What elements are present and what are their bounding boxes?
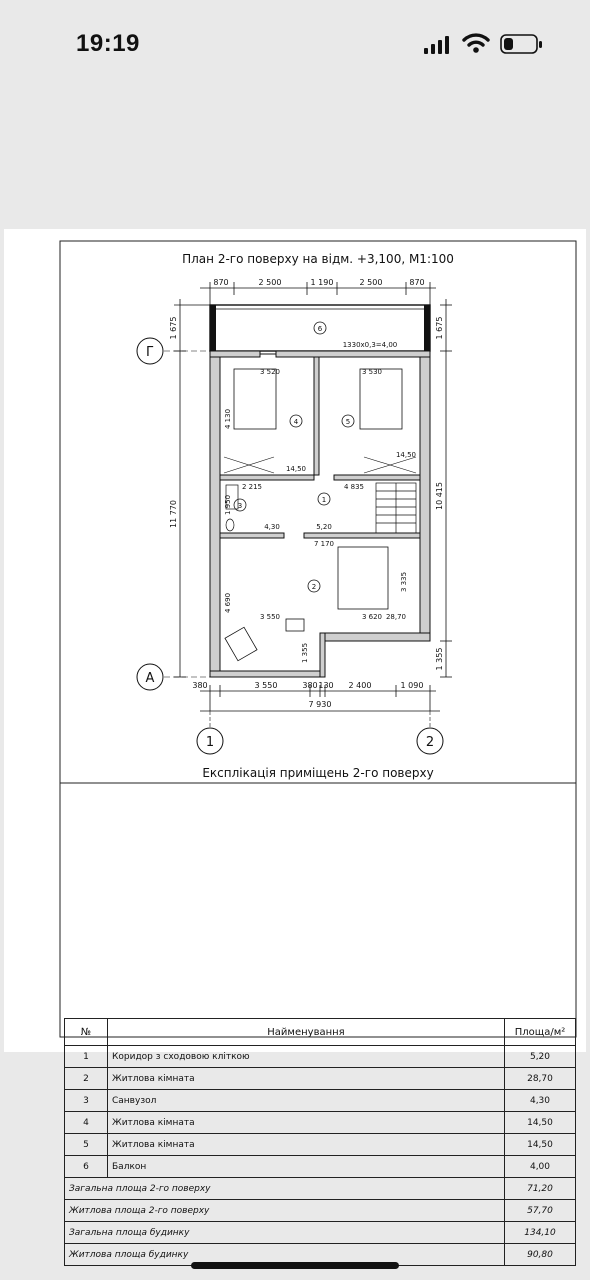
total-label: Житлова площа 2-го поверху [65,1200,505,1222]
total-row [65,1178,576,1200]
total-area: 90,80 [505,1244,576,1266]
top-dim: 2 500 [359,278,383,287]
armchair [225,627,257,661]
inner-dim: 3 530 [361,368,383,376]
table-row [65,1090,576,1112]
axis-label: 1 [205,735,215,750]
inner-dim: 3 550 [259,613,281,621]
svg-text:3: 3 [237,502,243,510]
table-row [65,1112,576,1134]
explication-title: Експлікація приміщень 2-го поверху [202,766,434,780]
bed [234,369,276,429]
right-dim: 1 355 [435,647,444,671]
row-num: 3 [65,1090,108,1112]
bottom-dim: 380 [192,681,208,690]
row-area: 14,50 [505,1112,576,1134]
svg-text:2: 2 [311,583,317,591]
svg-text:5: 5 [345,418,351,426]
header-name: Найменування [108,1019,505,1046]
row-name: Балкон [108,1156,505,1178]
row-num: 6 [65,1156,108,1178]
svg-text:1: 1 [321,496,327,504]
bed [360,369,402,429]
status-time: 19:19 [76,30,140,57]
right-dim: 1 675 [435,316,444,340]
top-dim: 870 [409,278,425,287]
inner-dim: 1 355 [301,642,309,664]
row-name: Житлова кімната [108,1068,505,1090]
bottom-dim: 3 550 [254,681,278,690]
axis-label: 2 [425,735,435,750]
plan-title: План 2-го поверху на відм. +3,100, М1:100 [182,252,454,266]
total-row [65,1200,576,1222]
room-area: 5,20 [316,523,332,531]
rooms-table [64,1018,576,1266]
total-label: Загальна площа 2-го поверху [65,1178,505,1200]
status-bar [0,0,590,90]
left-dim: 1 675 [169,316,178,340]
top-dim: 1 190 [310,278,334,287]
room-area: 4,30 [264,523,280,531]
inner-dim: 2 215 [241,483,263,491]
row-area: 14,50 [505,1134,576,1156]
cellular-signal-icon [424,36,452,54]
bed [338,547,388,609]
table-row [65,1156,576,1178]
inner-dim: 3 620 [361,613,383,621]
right-dim: 10 415 [435,482,444,510]
table-row [65,1046,576,1068]
header-area: Площа/м² [505,1019,576,1046]
floor-plan-drawing [4,229,586,1052]
row-num: 1 [65,1046,108,1068]
row-num: 4 [65,1112,108,1134]
inner-dim: 1 950 [224,494,232,516]
total-row [65,1222,576,1244]
row-area: 4,00 [505,1156,576,1178]
table-row [65,1068,576,1090]
row-name: Коридор з сходовою клiткою [108,1046,505,1068]
axis-label: Г [146,345,154,360]
room-area: 14,50 [285,465,307,473]
inner-dim: 4 130 [224,408,232,430]
svg-text:4: 4 [293,418,299,426]
row-name: Санвузол [108,1090,505,1112]
total-label: Загальна площа будинку [65,1222,505,1244]
svg-text:6: 6 [317,325,323,333]
row-name: Житлова кімната [108,1112,505,1134]
inner-dim: 3 335 [400,571,408,593]
bottom-dim: 380 [302,681,318,690]
total-label: Житлова площа будинку [65,1244,505,1266]
inner-dim: 7 170 [313,540,335,548]
bottom-dim: 2 400 [348,681,372,690]
bottom-dim: 130 [318,681,334,690]
total-area: 57,70 [505,1200,576,1222]
home-indicator[interactable] [191,1262,399,1269]
row-area: 5,20 [505,1046,576,1068]
staircase [376,483,416,533]
inner-dim: 4 835 [343,483,365,491]
table-furniture [286,619,304,631]
balcony-area-label: 1330х0,3=4,00 [342,341,398,349]
wifi-icon [462,32,490,54]
inner-dim: 3 520 [259,368,281,376]
document-sheet [4,229,586,1260]
inner-dim: 4 690 [224,592,232,614]
axis-label: А [145,671,155,686]
overall-width-dim: 7 930 [308,700,332,709]
room-area: 28,70 [385,613,407,621]
row-num: 2 [65,1068,108,1090]
row-name: Житлова кімната [108,1134,505,1156]
row-num: 5 [65,1134,108,1156]
table-header-row [65,1019,576,1046]
total-area: 71,20 [505,1178,576,1200]
row-area: 4,30 [505,1090,576,1112]
top-dim: 870 [213,278,229,287]
toilet [226,519,234,531]
left-dim: 11 770 [169,500,178,528]
table-row [65,1134,576,1156]
battery-icon [500,33,544,55]
total-area: 134,10 [505,1222,576,1244]
bottom-dim: 1 090 [400,681,424,690]
header-num: № [65,1019,108,1046]
top-dim: 2 500 [258,278,282,287]
room-area: 14,50 [395,451,417,459]
row-area: 28,70 [505,1068,576,1090]
